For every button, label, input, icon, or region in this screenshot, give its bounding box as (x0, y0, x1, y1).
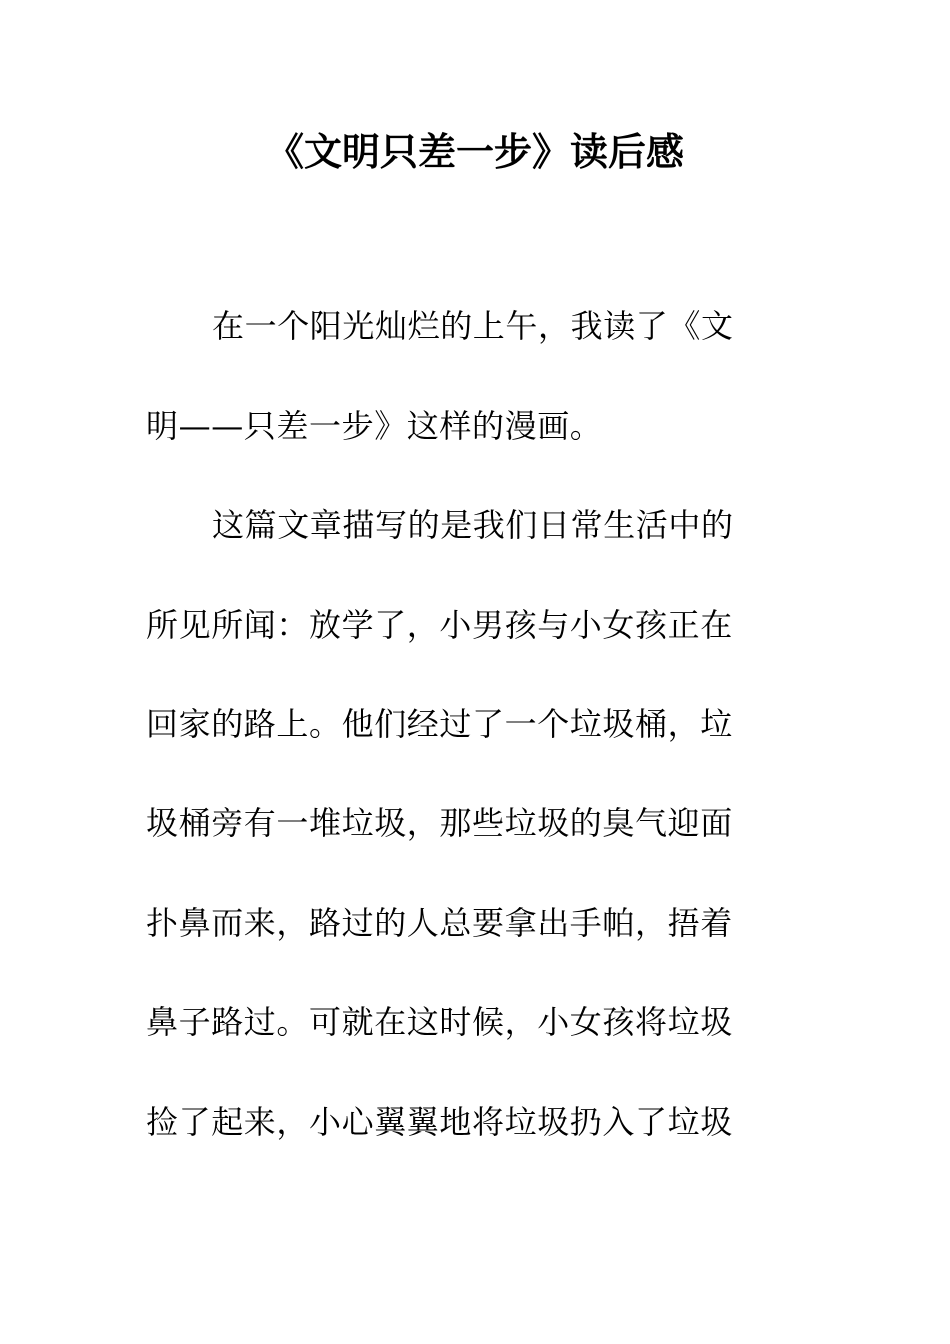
paragraph-line: 圾桶旁有一堆垃圾，那些垃圾的臭气迎面 (146, 804, 733, 842)
paragraph-line: 捡了起来，小心翼翼地将垃圾扔入了垃圾 (146, 1103, 733, 1141)
paragraph-line: 这篇文章描写的是我们日常生活中的 (212, 506, 734, 544)
paragraph-line: 回家的路上。他们经过了一个垃圾桶，垃 (146, 705, 733, 743)
paragraph-line: 鼻子路过。可就在这时候，小女孩将垃圾 (146, 1003, 733, 1041)
paragraph-line: 扑鼻而来，路过的人总要拿出手帕，捂着 (146, 904, 733, 942)
paragraph-line: 所见所闻：放学了，小男孩与小女孩正在 (146, 606, 733, 644)
paragraph-line: 明——只差一步》这样的漫画。 (146, 407, 603, 445)
paragraph-line: 在一个阳光灿烂的上午，我读了《文 (212, 307, 734, 345)
document-title: 《文明只差一步》读后感 (265, 129, 684, 174)
